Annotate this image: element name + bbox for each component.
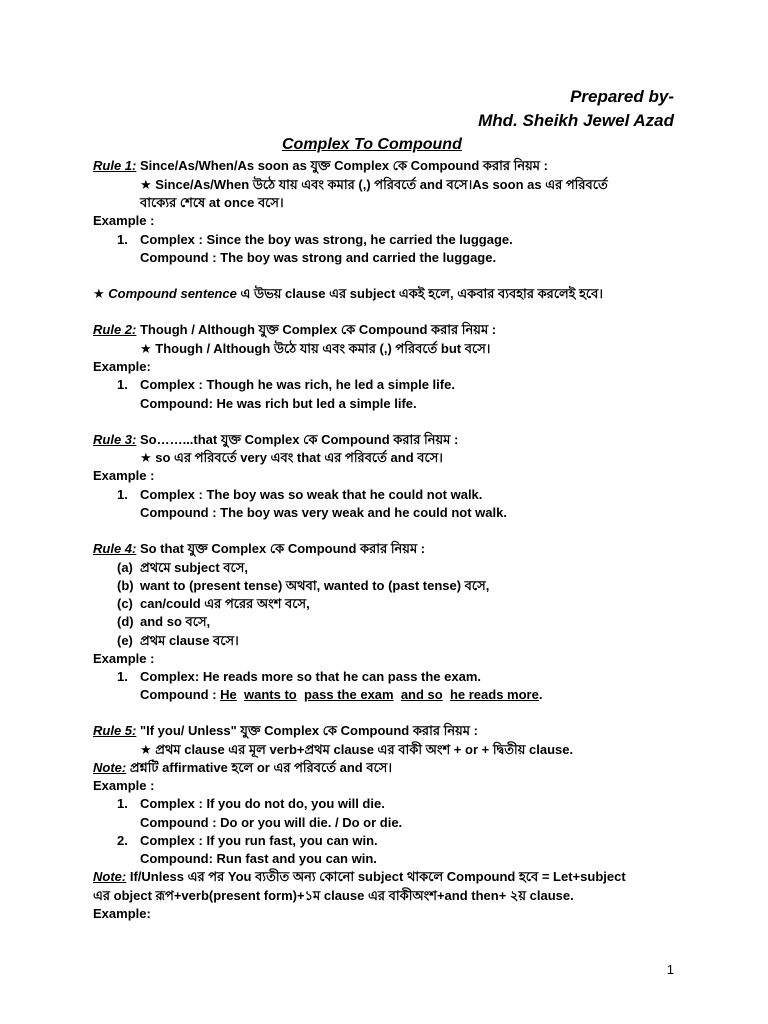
rule4-part-subject: He	[220, 687, 237, 702]
compound-sentence-note	[93, 285, 603, 303]
star-note-text: এ উভয় clause এর subject একই হলে, একবার ব্যবহার করলেই হবে।	[236, 286, 604, 301]
rule1-text: Since/As/When/As soon as যুক্ত Complex কে Compound করার নিয়ম :	[136, 158, 548, 173]
rule4-part-wants-to: wants to	[244, 687, 297, 702]
rule5-ex1-complex: Complex : If you do not do, you will die.	[140, 796, 385, 811]
rule4-item-e: প্রথম clause বসে।	[140, 633, 239, 648]
rule1-ex1-number: 1.	[117, 232, 128, 247]
rule5-label: Rule 5:	[93, 723, 137, 738]
rule5-heading	[93, 722, 478, 740]
rule1-heading	[93, 157, 548, 175]
rule4-ex1-compound	[140, 686, 542, 704]
rule1-ex1-complex: Complex : Since the boy was strong, he carried the luggage.	[140, 232, 513, 247]
rule2-ex1-complex: Complex : Though he was rich, he led a simple life.	[140, 377, 455, 392]
rule4-item-a: প্রথমে subject বসে,	[140, 560, 248, 575]
rule4-example-label: Example :	[93, 651, 155, 666]
rule5-ex2-complex: Complex : If you run fast, you can win.	[140, 833, 378, 848]
rule4-item-d: and so বসে,	[140, 614, 211, 629]
page-number: 1	[666, 962, 674, 977]
rule2-ex1-compound: Compound: He was rich but led a simple life.	[140, 396, 417, 411]
rule5-note2-label: Note:	[93, 760, 127, 775]
rule3-example-label: Example :	[93, 468, 155, 483]
rule2-ex1-number: 1.	[117, 377, 128, 392]
rule5-note3-label: Note:	[93, 869, 127, 884]
rule4-item-b: want to (present tense) অথবা, wanted to (past tense) বসে,	[140, 578, 490, 593]
rule2-text: Though / Although যুক্ত Complex কে Compound করার নিয়ম :	[136, 322, 497, 337]
rule4-part-end: .	[538, 687, 543, 702]
rule3-text: So……...that যুক্ত Complex কে Compound করার নিয়ম :	[136, 432, 459, 447]
rule4-label: Rule 4:	[93, 541, 137, 556]
rule4-item-c: can/could এর পরের অংশ বসে,	[140, 596, 310, 611]
rule5-note: ★ প্রথম clause এর মূল verb+প্রথম clause এর বাকী অংশ + or + দ্বিতীয় clause.	[140, 742, 574, 757]
rule3-heading	[93, 431, 458, 449]
rule4-part-pass-exam: pass the exam	[303, 687, 394, 702]
rule3-ex1-number: 1.	[117, 487, 128, 502]
page-title: Complex To Compound	[282, 136, 462, 153]
rule5-ex2-compound: Compound: Run fast and you can win.	[140, 851, 377, 866]
rule5-note2	[93, 759, 392, 777]
rule5-note3-text-a: If/Unless এর পর You ব্যতীত অন্য কোনো subject থাকলে Compound হবে = Let+subject	[126, 869, 626, 884]
rule4-item-d-mark: (d)	[117, 614, 134, 629]
rule5-note3	[93, 868, 626, 886]
rule3-note: ★ so এর পরিবর্তে very এবং that এর পরিবর্তে and বসে।	[140, 450, 443, 465]
rule3-ex1-compound: Compound : The boy was very weak and he could not walk.	[140, 505, 507, 520]
rule3-ex1-complex: Complex : The boy was so weak that he could not walk.	[140, 487, 483, 502]
rule4-part-reads-more: he reads more	[449, 687, 539, 702]
rule4-part-and-so: and so	[400, 687, 443, 702]
rule5-ex2-number: 2.	[117, 833, 128, 848]
rule5-text: "If you/ Unless" যুক্ত Complex কে Compound করার নিয়ম :	[136, 723, 478, 738]
rule1-note-a: ★ Since/As/When উঠে যায় এবং কমার (,) পরিবর্তে and বসে।As soon as এর পরিবর্তে	[140, 177, 608, 192]
rule5-note3-text-b: এর object রূপ+verb(present form)+১ম clause এর বাকীঅংশ+and then+ ২য় clause.	[93, 888, 574, 903]
rule5-example-label: Example :	[93, 778, 155, 793]
rule1-note-b: বাক্যের শেষে at once বসে।	[140, 195, 284, 210]
rule4-item-a-mark: (a)	[117, 560, 133, 575]
rule4-heading	[93, 540, 425, 558]
rule2-label: Rule 2:	[93, 322, 137, 337]
author-name: Mhd. Sheikh Jewel Azad	[478, 111, 674, 130]
rule4-text: So that যুক্ত Complex কে Compound করার নিয়ম :	[136, 541, 426, 556]
rule5-ex1-number: 1.	[117, 796, 128, 811]
prepared-by: Prepared by-	[570, 87, 674, 106]
rule5-example2-label: Example:	[93, 906, 151, 921]
rule4-ex1-number: 1.	[117, 669, 128, 684]
rule5-note2-text: প্রশ্নটি affirmative হলে or এর পরিবর্তে and বসে।	[126, 760, 393, 775]
rule4-item-b-mark: (b)	[117, 578, 134, 593]
rule1-label: Rule 1:	[93, 158, 137, 173]
rule3-label: Rule 3:	[93, 432, 137, 447]
rule4-compound-label: Compound :	[140, 687, 221, 702]
rule1-example-label: Example :	[93, 213, 155, 228]
rule4-ex1-complex: Complex: He reads more so that he can pass the exam.	[140, 669, 482, 684]
rule4-item-e-mark: (e)	[117, 633, 133, 648]
star-icon: ★	[93, 286, 105, 301]
rule1-ex1-compound: Compound : The boy was strong and carried the luggage.	[140, 250, 497, 265]
star-note-italic: Compound sentence	[104, 286, 237, 301]
rule5-ex1-compound: Compound : Do or you will die. / Do or die.	[140, 815, 403, 830]
rule2-note: ★ Though / Although উঠে যায় এবং কমার (,) পরিবর্তে but বসে।	[140, 341, 491, 356]
rule2-heading	[93, 321, 496, 339]
rule4-item-c-mark: (c)	[117, 596, 133, 611]
rule2-example-label: Example:	[93, 359, 151, 374]
